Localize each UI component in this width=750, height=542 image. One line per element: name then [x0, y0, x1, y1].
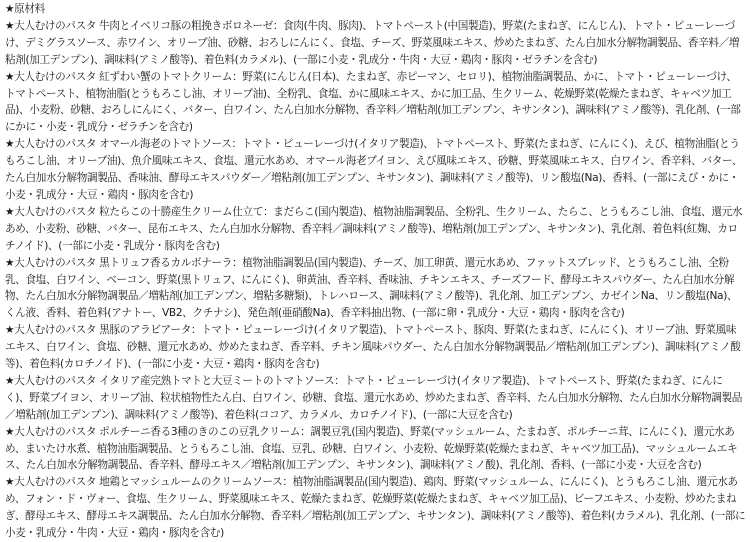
ingredient-entry-tarako-cream: ★大人むけのパスタ 粒たらこの十勝産生クリーム仕立て：まだらこ(国内製造)、植物油脂調製品、全粉乳、生クリーム、たらこ、とうもろこし油、食塩、還元水あめ、小麦粉、砂糖、バター、昆布エキス、たん白加水分解物、香辛料／調味料(アミノ酸等)、増粘剤(加工デンプン、キサンタン)、乳化剤、着色料(紅麹、カロチノイド)、(一部に小麦・乳成分・豚肉を含む) [5, 205, 743, 252]
ingredient-entry-kurobuta-arrabbiata: ★大人むけのパスタ 黒豚のアラビアータ：トマト・ピューレーづけ(イタリア製造)、トマトペースト、豚肉、野菜(たまねぎ、にんにく)、オリーブ油、野菜風味エキス、白ワイン、食塩、砂糖、還元水あめ、炒めたまねぎ、香辛料、チキン風味パウダー、たん白加水分解物調製品／増粘剤(加工デンプン)、調味料(アミノ酸等)、着色料(カロチノイド)、(一部に小麦・大豆・鶏肉・豚肉を含む) [5, 324, 741, 371]
ingredient-entry-truffle-carbonara: ★大人むけのパスタ 黒トリュフ香るカルボナーラ：植物油脂調製品(国内製造)、チーズ、加工卵黄、還元水あめ、ファットスプレッド、とうもろこし油、全粉乳、食塩、白ワイン、ベーコン、野菜(黒トリュフ、にんにく)、卵黄油、香辛料、香味油、チキンエキス、チーズフード、酵母エキスパウダー、たん白加水分解物、たん白加水分解物調製品／増粘剤(加工デンプン、増粘多糖類)、トレハロース、調味料(アミノ酸等)、乳化剤、加工デンプン、カゼインNa、リン酸塩(Na)、くん液、香料、着色料(アナトー、VB2、クチナシ)、発色剤(亜硝酸Na)、香辛料抽出物、(一部に卵・乳成分・大豆・鶏肉・豚肉を含む) [5, 256, 738, 320]
ingredient-entry-porcini-soy-cream: ★大人むけのパスタ ポルチーニ香る3種のきのこの豆乳クリーム：調製豆乳(国内製造)、野菜(マッシュルーム、たまねぎ、ポルチーニ茸、にんにく)、還元水あめ、まいたけ水煮、植物油脂調製品、とうもろこし油、食塩、豆乳、砂糖、白ワイン、小麦粉、乾燥野菜(乾燥たまねぎ、キャベツ加工品)、マッシュルームエキス、たん白加水分解物調製品、香辛料、酵母エキス／増粘剤(加工デンプン、キサンタン)、調味料(アミノ酸)、乳化剤、香料、(一部に小麦・大豆を含む) [5, 425, 738, 472]
ingredient-entry-bolognese: ★大人むけのパスタ 牛肉とイベリコ豚の粗挽きボロネーゼ：食肉(牛肉、豚肉)、トマトペースト(中国製造)、野菜(たまねぎ、にんじん)、トマト・ピューレーづけ、デミグラスソース、赤ワイン、オリーブ油、砂糖、おろしにんにく、食塩、チーズ、野菜風味エキス、炒めたまねぎ、たん白加水分解物調製品、香辛料／増粘剤(加工デンプン)、調味料(アミノ酸等)、着色料(カラメル)、(一部に小麦・乳成分・牛肉・大豆・鶏肉・豚肉・ゼラチンを含む) [5, 19, 740, 66]
ingredient-entry-soy-meat-tomato: ★大人むけのパスタ イタリア産完熟トマトと大豆ミートのトマトソース：トマト・ピューレーづけ(イタリア製造)、トマトペースト、野菜(たまねぎ、にんにく)、野菜ブイヨン、オリーブ油、粒状植物性たん白、白ワイン、砂糖、食塩、還元水あめ、炒めたまねぎ、香辛料、たん白加水分解物、たん白加水分解物調製品／増粘剤(加工デンプン)、調味料(アミノ酸等)、着色料(ココア、カラメル、カロチノイド)、(一部に大豆を含む) [5, 374, 742, 421]
ingredient-entry-lobster-tomato: ★大人むけのパスタ オマール海老のトマトソース：トマト・ピューレーづけ(イタリア製造)、トマトペースト、野菜(たまねぎ、にんにく)、えび、植物油脂(とうもろこし油、オリーブ油)、魚介風味エキス、食塩、還元水あめ、オマール海老ブイヨン、えび風味エキス、砂糖、野菜風味エキス、白ワイン、香辛料、バター、たん白加水分解物調製品、香味油、酵母エキスパウダー／増粘剤(加工デンプン、キサンタン)、調味料(アミノ酸等)、リン酸塩(Na)、香料、(一部にえび・かに・小麦・乳成分・大豆・鶏肉・豚肉を含む) [5, 138, 743, 201]
ingredients-heading: ★原材料 [5, 3, 45, 15]
ingredient-entry-crab-tomato-cream: ★大人むけのパスタ 紅ずわい蟹のトマトクリーム：野菜(にんじん(日本)、たまねぎ、赤ピーマン、セロリ)、植物油脂調製品、かに、トマト・ピューレーづけ、トマトペースト、植物油脂(とうもろこし油、オリーブ油)、全粉乳、食塩、かに風味エキス、かに加工品、生クリーム、乾燥野菜(乾燥たまねぎ、キャベツ加工品)、小麦粉、砂糖、おろしにんにく、バター、白ワイン、たん白加水分解物、香辛料／増粘剤(加工デンプン、キサンタン)、調味料(アミノ酸等)、乳化剤、(一部にかに・小麦・乳成分・ゼラチンを含む) [5, 70, 741, 134]
ingredient-entry-chicken-mushroom-cream: ★大人むけのパスタ 地鶏とマッシュルームのクリームソース：植物油脂調製品(国内製造)、鶏肉、野菜(マッシュルーム、にんにく)、とうもろこし油、還元水あめ、フォン・ド・ヴォー、食塩、生クリーム、野菜風味エキス、乾燥たまねぎ、乾燥野菜(乾燥たまねぎ、キャベツ加工品)、ビーフエキス、小麦粉、炒めたまねぎ、酵母エキス、酵母エキス調製品、たん白加水分解物、香辛料／増粘剤(加工デンプン、キサンタン)、調味料(アミノ酸等)、着色料(カラメル)、乳化剤、(一部に小麦・乳成分・牛肉・大豆・鶏肉・豚肉を含む) [5, 476, 746, 540]
